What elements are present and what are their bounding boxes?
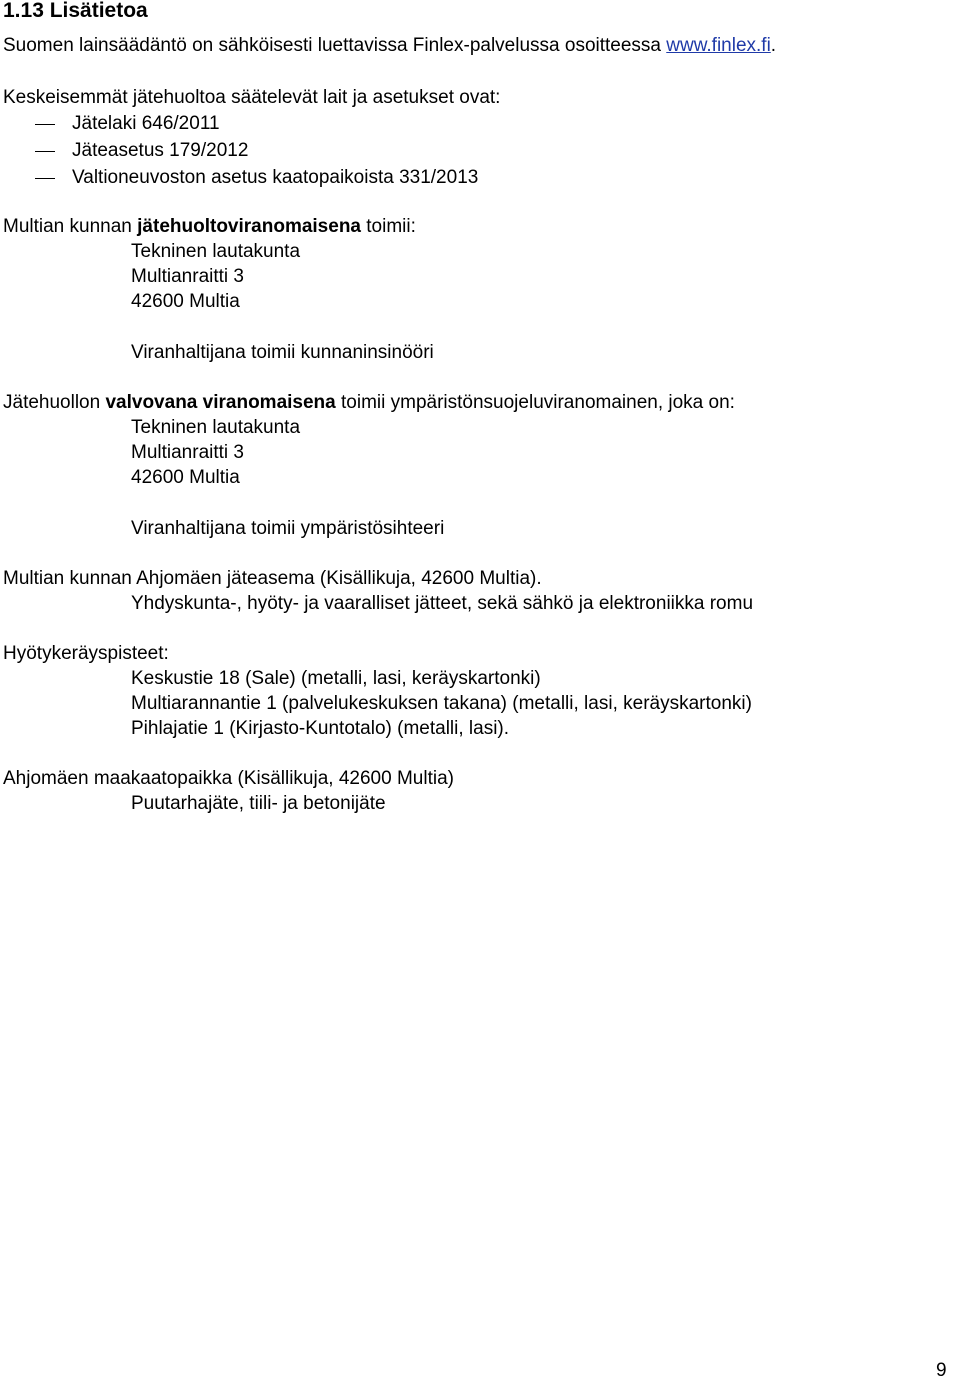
authority-suffix: toimii: [361, 216, 416, 237]
station-line: Multian kunnan Ahjomäen jäteasema (Kisällikuja, 42600 Multia). [3, 568, 542, 589]
collection-item: Multiarannantie 1 (palvelukeskuksen takana) (metalli, lasi, keräyskartonki) [131, 693, 752, 714]
finlex-link[interactable]: www.finlex.fi [666, 35, 771, 56]
authority-line [3, 216, 416, 238]
collection-item: Keskustie 18 (Sale) (metalli, lasi, keräyskartonki) [131, 668, 541, 689]
supervisor-address-line: 42600 Multia [131, 467, 240, 488]
collection-heading: Hyötykeräyspisteet: [3, 643, 169, 664]
intro-text: Suomen lainsäädäntö on sähköisesti luettavissa Finlex-palvelussa osoitteessa [3, 35, 667, 56]
supervisor-bold-2: viranomaisena [202, 392, 336, 413]
landfill-detail: Puutarhajäte, tiili- ja betonijäte [131, 793, 386, 814]
dash-bullet-icon [35, 178, 55, 179]
dash-bullet-icon [35, 124, 55, 125]
landfill-line: Ahjomäen maakaatopaikka (Kisällikuja, 42600 Multia) [3, 768, 454, 789]
page-number: 9 [936, 1360, 947, 1381]
law-item: Valtioneuvoston asetus kaatopaikoista 331/2013 [72, 167, 479, 188]
intro-paragraph [3, 35, 776, 57]
supervisor-official: Viranhaltijana toimii ympäristösihteeri [131, 518, 445, 539]
supervisor-prefix: Jätehuollon [3, 392, 106, 413]
collection-item: Pihlajatie 1 (Kirjasto-Kuntotalo) (metalli, lasi). [131, 718, 510, 739]
supervisor-address-line: Multianraitti 3 [131, 442, 244, 463]
authority-official: Viranhaltijana toimii kunnaninsinööri [131, 342, 434, 363]
authority-prefix: Multian kunnan [3, 216, 138, 237]
authority-address-line: Multianraitti 3 [131, 266, 244, 287]
station-detail: Yhdyskunta-, hyöty- ja vaaralliset jätteet, sekä sähkö ja elektroniikka romu [131, 593, 754, 614]
authority-bold: jätehuoltoviranomaisena [137, 216, 361, 237]
section-title: 1.13 Lisätietoa [3, 0, 148, 22]
supervisor-address-line: Tekninen lautakunta [131, 417, 301, 438]
supervisor-bold-1: valvovana [105, 392, 198, 413]
supervisor-suffix: toimii ympäristönsuojeluviranomainen, joka on: [335, 392, 735, 413]
laws-heading: Keskeisemmät jätehuoltoa säätelevät lait ja asetukset ovat: [3, 87, 501, 108]
law-item: Jätelaki 646/2011 [72, 113, 220, 134]
law-item: Jäteasetus 179/2012 [72, 140, 249, 161]
authority-address-line: 42600 Multia [131, 291, 240, 312]
intro-period: . [770, 35, 777, 56]
supervisor-line [3, 392, 735, 414]
dash-bullet-icon [35, 151, 55, 152]
authority-address-line: Tekninen lautakunta [131, 241, 301, 262]
